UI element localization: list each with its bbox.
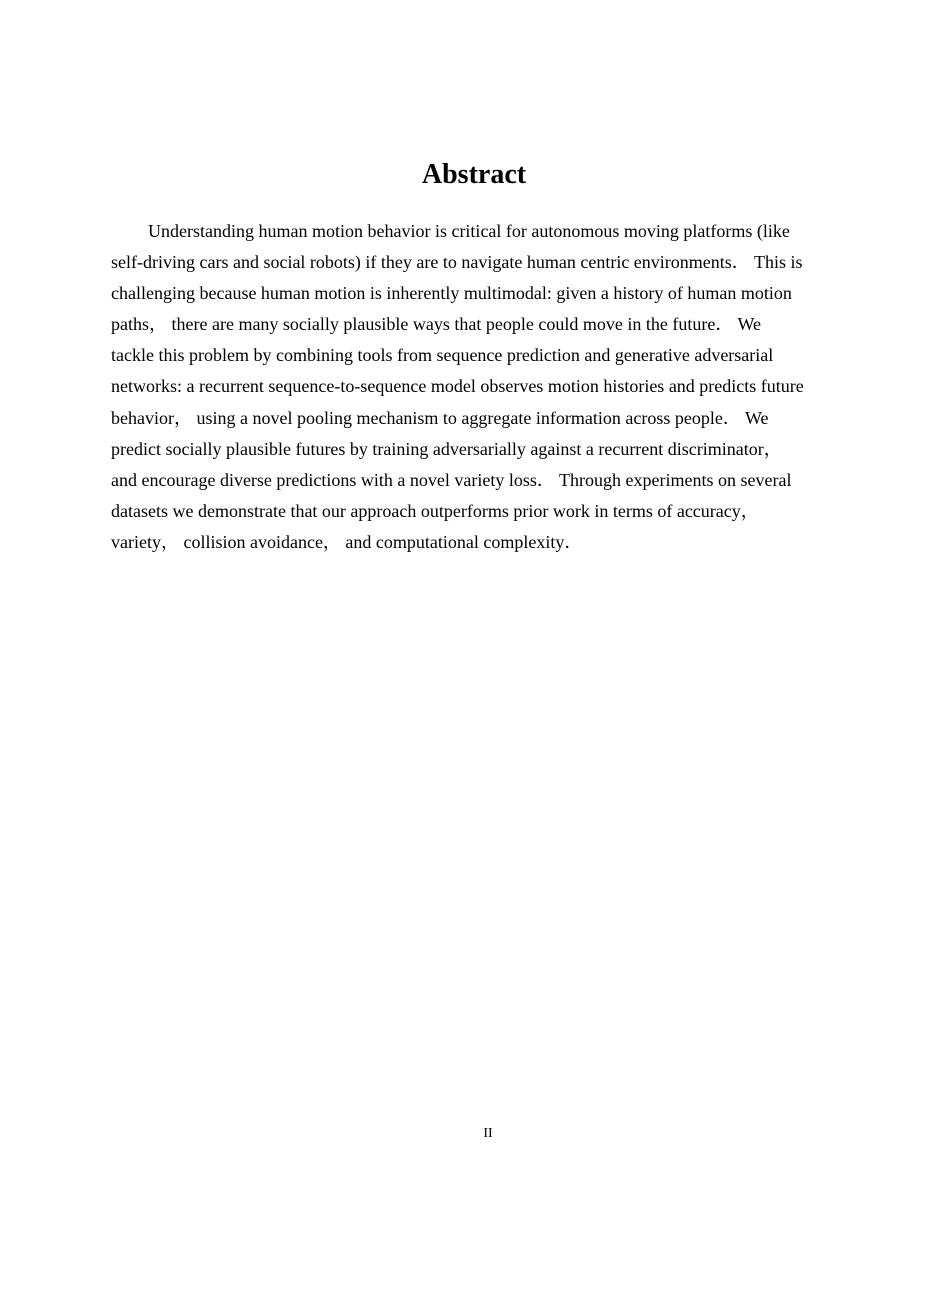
abstract-line: paths， there are many socially plausible ways that people could move in the future． We xyxy=(111,314,762,335)
abstract-line: behavior， using a novel pooling mechanism to aggregate information across people． We xyxy=(111,407,769,428)
abstract-line: tackle this problem by combining tools from sequence prediction and generative adversarial xyxy=(111,345,774,366)
abstract-line: predict socially plausible futures by training adversarially against a recurrent discriminator， xyxy=(111,438,782,459)
page-number: II xyxy=(483,1126,493,1141)
abstract-line: Understanding human motion behavior is critical for autonomous moving platforms (like xyxy=(148,221,790,241)
abstract-line: self-driving cars and social robots) if they are to navigate human centric environments． This is xyxy=(111,252,803,273)
abstract-heading: Abstract xyxy=(421,159,527,190)
abstract-line: variety， collision avoidance， and computational complexity． xyxy=(111,531,583,552)
abstract-body xyxy=(111,216,841,558)
abstract-line: challenging because human motion is inherently multimodal: given a history of human motion xyxy=(111,283,792,304)
abstract-line: and encourage diverse predictions with a novel variety loss． Through experiments on several xyxy=(111,469,792,490)
abstract-line: datasets we demonstrate that our approach outperforms prior work in terms of accuracy， xyxy=(111,500,759,521)
abstract-line: networks: a recurrent sequence-to-sequence model observes motion histories and predicts future xyxy=(111,376,804,397)
